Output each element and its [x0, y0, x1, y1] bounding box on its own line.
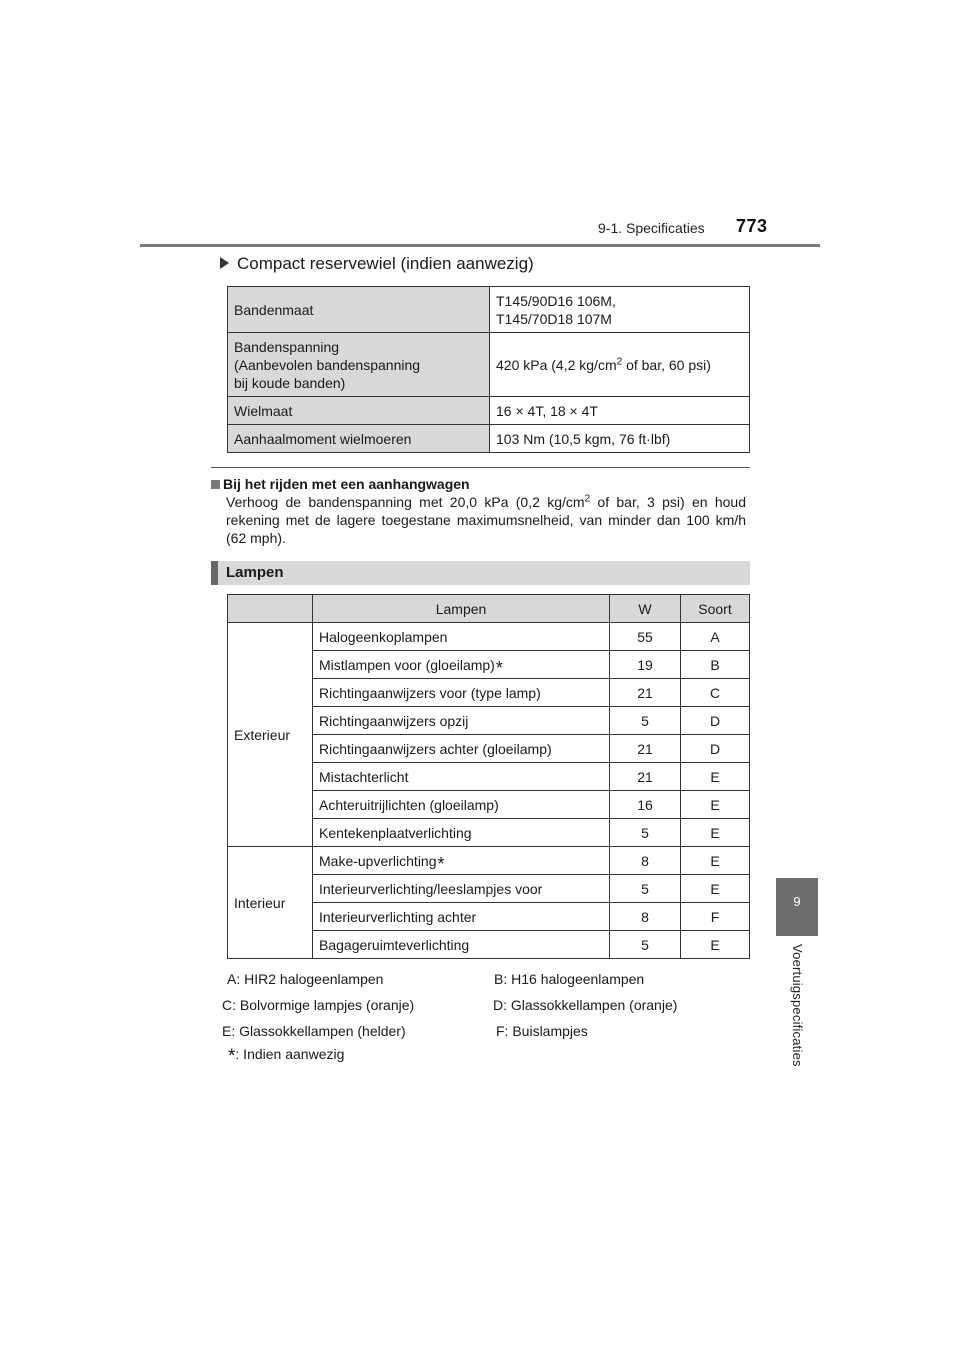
lamp-wattage: 21 [610, 679, 681, 707]
lamp-wattage: 5 [610, 707, 681, 735]
section-title: 9-1. Specificaties [598, 220, 705, 236]
lamp-type: E [681, 931, 750, 959]
legend-item: E: Glassokkellampen (helder) [222, 1023, 406, 1039]
table-row [228, 847, 750, 875]
arrow-right-icon [220, 257, 229, 269]
spec-label: Wielmaat [228, 397, 490, 425]
lamp-wattage: 8 [610, 847, 681, 875]
spec-value: 103 Nm (10,5 kgm, 76 ft·lbf) [490, 425, 750, 453]
lamp-name: Achteruitrijlichten (gloeilamp) [313, 791, 610, 819]
lamp-type: E [681, 819, 750, 847]
lamp-name: Bagageruimteverlichting [313, 931, 610, 959]
lamp-type: F [681, 903, 750, 931]
column-header: W [610, 595, 681, 623]
lamp-type: B [681, 651, 750, 679]
legend-item: B: H16 halogeenlampen [494, 971, 645, 987]
towing-note-body: Verhoog de bandenspanning met 20,0 kPa (0,2 $kg/cm^2$ of bar, 3 psi) en houd rekening met de lagere toegestane maximumsnelheid, van minder dan 100 km/h (62 mph). [226, 493, 746, 546]
section-divider [211, 467, 750, 468]
chapter-number: 9 [793, 894, 801, 909]
spec-label: Aanhaalmoment wielmoeren [228, 425, 490, 453]
spare-wheel-table [227, 286, 750, 453]
table-row [228, 287, 750, 333]
group-label: Interieur [228, 847, 313, 959]
spec-label: Bandenmaat [228, 287, 490, 333]
lamp-type: E [681, 763, 750, 791]
spec-value: T145/90D16 106M, T145/70D18 107M [490, 287, 750, 333]
column-header: Lampen [313, 595, 610, 623]
lamp-name: Interieurverlichting achter [313, 903, 610, 931]
lamp-name: Interieurverlichting/leeslampjes voor [313, 875, 610, 903]
lamps-heading-bar [211, 561, 750, 585]
lamp-name: Richtingaanwijzers achter (gloeilamp) [313, 735, 610, 763]
column-header [228, 595, 313, 623]
chapter-tab [776, 878, 818, 936]
lamp-name: Richtingaanwijzers opzij [313, 707, 610, 735]
lamp-type: D [681, 707, 750, 735]
footnote: *: Indien aanwezig [228, 1046, 345, 1067]
bullet-square-icon [211, 480, 220, 489]
lamp-wattage: 19 [610, 651, 681, 679]
spare-wheel-heading [220, 254, 534, 274]
lamp-wattage: 8 [610, 903, 681, 931]
legend-item: A: HIR2 halogeenlampen [227, 971, 384, 987]
lamp-wattage: 5 [610, 931, 681, 959]
lamp-name: Mistachterlicht [313, 763, 610, 791]
column-header: Soort [681, 595, 750, 623]
table-header-row [228, 595, 750, 623]
chapter-label: Voertuigspecificaties [790, 944, 805, 1067]
table-row [228, 397, 750, 425]
header-divider [140, 244, 820, 247]
legend-item: C: Bolvormige lampjes (oranje) [222, 997, 415, 1013]
lamp-type: E [681, 791, 750, 819]
lamp-type: D [681, 735, 750, 763]
lamp-name: Halogeenkoplampen [313, 623, 610, 651]
lamp-name: Mistlampen voor (gloeilamp)* [313, 651, 610, 679]
lamp-wattage: 5 [610, 819, 681, 847]
lamp-name: Kentekenplaatverlichting [313, 819, 610, 847]
table-row [228, 333, 750, 397]
lamp-type: C [681, 679, 750, 707]
lamp-name: Richtingaanwijzers voor (type lamp) [313, 679, 610, 707]
table-row [228, 425, 750, 453]
group-label: Exterieur [228, 623, 313, 847]
lamp-type: E [681, 847, 750, 875]
lamp-type: E [681, 875, 750, 903]
table-row [228, 623, 750, 651]
asterisk-mark: * [228, 1046, 236, 1067]
lamp-wattage: 55 [610, 623, 681, 651]
spare-wheel-title: Compact reservewiel (indien aanwezig) [237, 254, 534, 273]
lamp-wattage: 16 [610, 791, 681, 819]
towing-note-heading: Bij het rijden met een aanhangwagen [211, 476, 470, 492]
spec-label: Bandenspanning (Aanbevolen bandenspanning bij koude banden) [228, 333, 490, 397]
legend-item: F: Buislampjes [496, 1023, 588, 1039]
lamp-type: A [681, 623, 750, 651]
lamp-wattage: 21 [610, 735, 681, 763]
lamp-wattage: 5 [610, 875, 681, 903]
page-number: 773 [736, 216, 768, 236]
lamps-table [227, 594, 750, 959]
spec-value: 420 kPa (4,2 $kg/cm^2$ of bar, 60 psi) [490, 333, 750, 397]
lamp-name: Make-upverlichting* [313, 847, 610, 875]
spec-value: 16 × 4T, 18 × 4T [490, 397, 750, 425]
asterisk-mark: * [495, 657, 503, 678]
lamps-heading: Lampen [226, 564, 284, 581]
asterisk-mark: * [437, 853, 445, 874]
legend-item: D: Glassokkellampen (oranje) [493, 997, 678, 1013]
lamp-wattage: 21 [610, 763, 681, 791]
